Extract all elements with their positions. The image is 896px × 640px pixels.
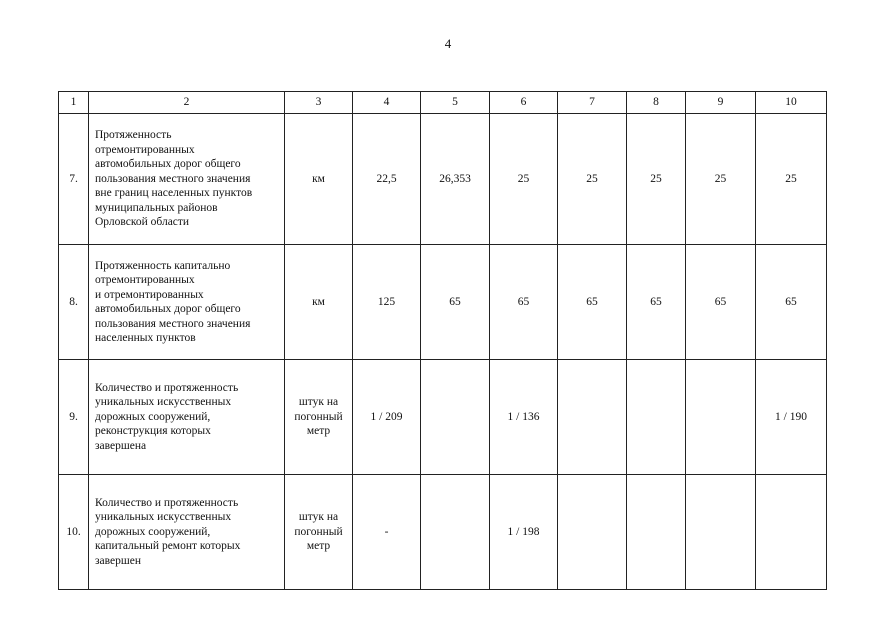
value-cell: - bbox=[353, 475, 421, 590]
unit-line: штук на bbox=[298, 511, 339, 524]
description-line: Протяженность капитально bbox=[95, 259, 231, 272]
page-number: 4 bbox=[444, 36, 452, 51]
unit-line: км bbox=[312, 172, 325, 185]
value-cell: 65 bbox=[558, 245, 627, 360]
value-cell: 125 bbox=[353, 245, 421, 360]
value-cell bbox=[756, 475, 827, 590]
table-row bbox=[59, 114, 827, 245]
value-cell: 25 bbox=[490, 114, 558, 245]
value-cell bbox=[686, 475, 756, 590]
description-line: Количество и протяженность bbox=[95, 496, 239, 509]
value-cell: 1 / 209 bbox=[353, 360, 421, 475]
description-line: вне границ населенных пунктов bbox=[95, 187, 253, 200]
row-number: 10. bbox=[59, 475, 89, 590]
description-line: населенных пунктов bbox=[95, 332, 196, 344]
row-description bbox=[89, 360, 285, 475]
row-number: 7. bbox=[59, 114, 89, 245]
header-row bbox=[59, 92, 827, 114]
value-cell: 65 bbox=[490, 245, 558, 360]
description-line: дорожных сооружений, bbox=[95, 410, 211, 423]
unit-line: погонный bbox=[294, 410, 343, 423]
description-line: муниципальных районов bbox=[95, 201, 218, 214]
header-cell: 2 bbox=[89, 92, 285, 114]
description-line: отремонтированных bbox=[95, 274, 195, 286]
header-cell: 3 bbox=[285, 92, 353, 114]
row-description bbox=[89, 114, 285, 245]
unit-cell bbox=[285, 360, 353, 475]
value-cell: 25 bbox=[756, 114, 827, 245]
header-cell: 8 bbox=[627, 92, 686, 114]
unit-cell bbox=[285, 114, 353, 245]
row-number: 9. bbox=[59, 360, 89, 475]
header-cell: 6 bbox=[490, 92, 558, 114]
description-line: пользования местного значения bbox=[95, 172, 251, 185]
description-line: завершен bbox=[95, 554, 141, 567]
unit-line: штук на bbox=[298, 396, 339, 409]
header-cell: 4 bbox=[353, 92, 421, 114]
header-cell: 10 bbox=[756, 92, 827, 114]
header-cell: 5 bbox=[421, 92, 490, 114]
value-cell: 65 bbox=[756, 245, 827, 360]
value-cell bbox=[421, 475, 490, 590]
unit-cell bbox=[285, 475, 353, 590]
description-line: Орловской области bbox=[95, 216, 190, 229]
value-cell: 25 bbox=[627, 114, 686, 245]
unit-line: км bbox=[312, 295, 325, 308]
description-line: дорожных сооружений, bbox=[95, 525, 211, 538]
row-description bbox=[89, 245, 285, 360]
description-line: завершена bbox=[95, 439, 147, 452]
description-line: Протяженность bbox=[95, 129, 172, 142]
header-cell: 1 bbox=[59, 92, 89, 114]
value-cell: 26,353 bbox=[421, 114, 490, 245]
value-cell bbox=[558, 475, 627, 590]
value-cell bbox=[627, 475, 686, 590]
header-cell: 9 bbox=[686, 92, 756, 114]
table-row bbox=[59, 245, 827, 360]
unit-cell bbox=[285, 245, 353, 360]
value-cell bbox=[558, 360, 627, 475]
value-cell: 65 bbox=[627, 245, 686, 360]
description-line: автомобильных дорог общего bbox=[95, 303, 241, 315]
value-cell: 65 bbox=[421, 245, 490, 360]
table-row bbox=[59, 360, 827, 475]
value-cell bbox=[686, 360, 756, 475]
description-line: реконструкция которых bbox=[95, 425, 211, 438]
header-cell: 7 bbox=[558, 92, 627, 114]
description-line: и отремонтированных bbox=[95, 288, 204, 301]
unit-line: метр bbox=[306, 540, 331, 553]
value-cell: 25 bbox=[558, 114, 627, 245]
description-line: уникальных искусственных bbox=[95, 511, 232, 524]
description-line: автомобильных дорог общего bbox=[95, 158, 241, 171]
description-line: уникальных искусственных bbox=[95, 396, 232, 409]
unit-line: погонный bbox=[294, 525, 343, 538]
description-line: пользования местного значения bbox=[95, 317, 251, 330]
value-cell: 25 bbox=[686, 114, 756, 245]
indicators-table bbox=[58, 91, 827, 590]
description-line: Количество и протяженность bbox=[95, 381, 239, 394]
description-line: капитальный ремонт которых bbox=[95, 540, 241, 553]
value-cell bbox=[421, 360, 490, 475]
value-cell bbox=[627, 360, 686, 475]
row-description bbox=[89, 475, 285, 590]
value-cell: 1 / 136 bbox=[490, 360, 558, 475]
row-number: 8. bbox=[59, 245, 89, 360]
description-line: отремонтированных bbox=[95, 143, 195, 156]
value-cell: 22,5 bbox=[353, 114, 421, 245]
table-row bbox=[59, 475, 827, 590]
value-cell: 65 bbox=[686, 245, 756, 360]
unit-line: метр bbox=[306, 425, 331, 438]
value-cell: 1 / 190 bbox=[756, 360, 827, 475]
value-cell: 1 / 198 bbox=[490, 475, 558, 590]
